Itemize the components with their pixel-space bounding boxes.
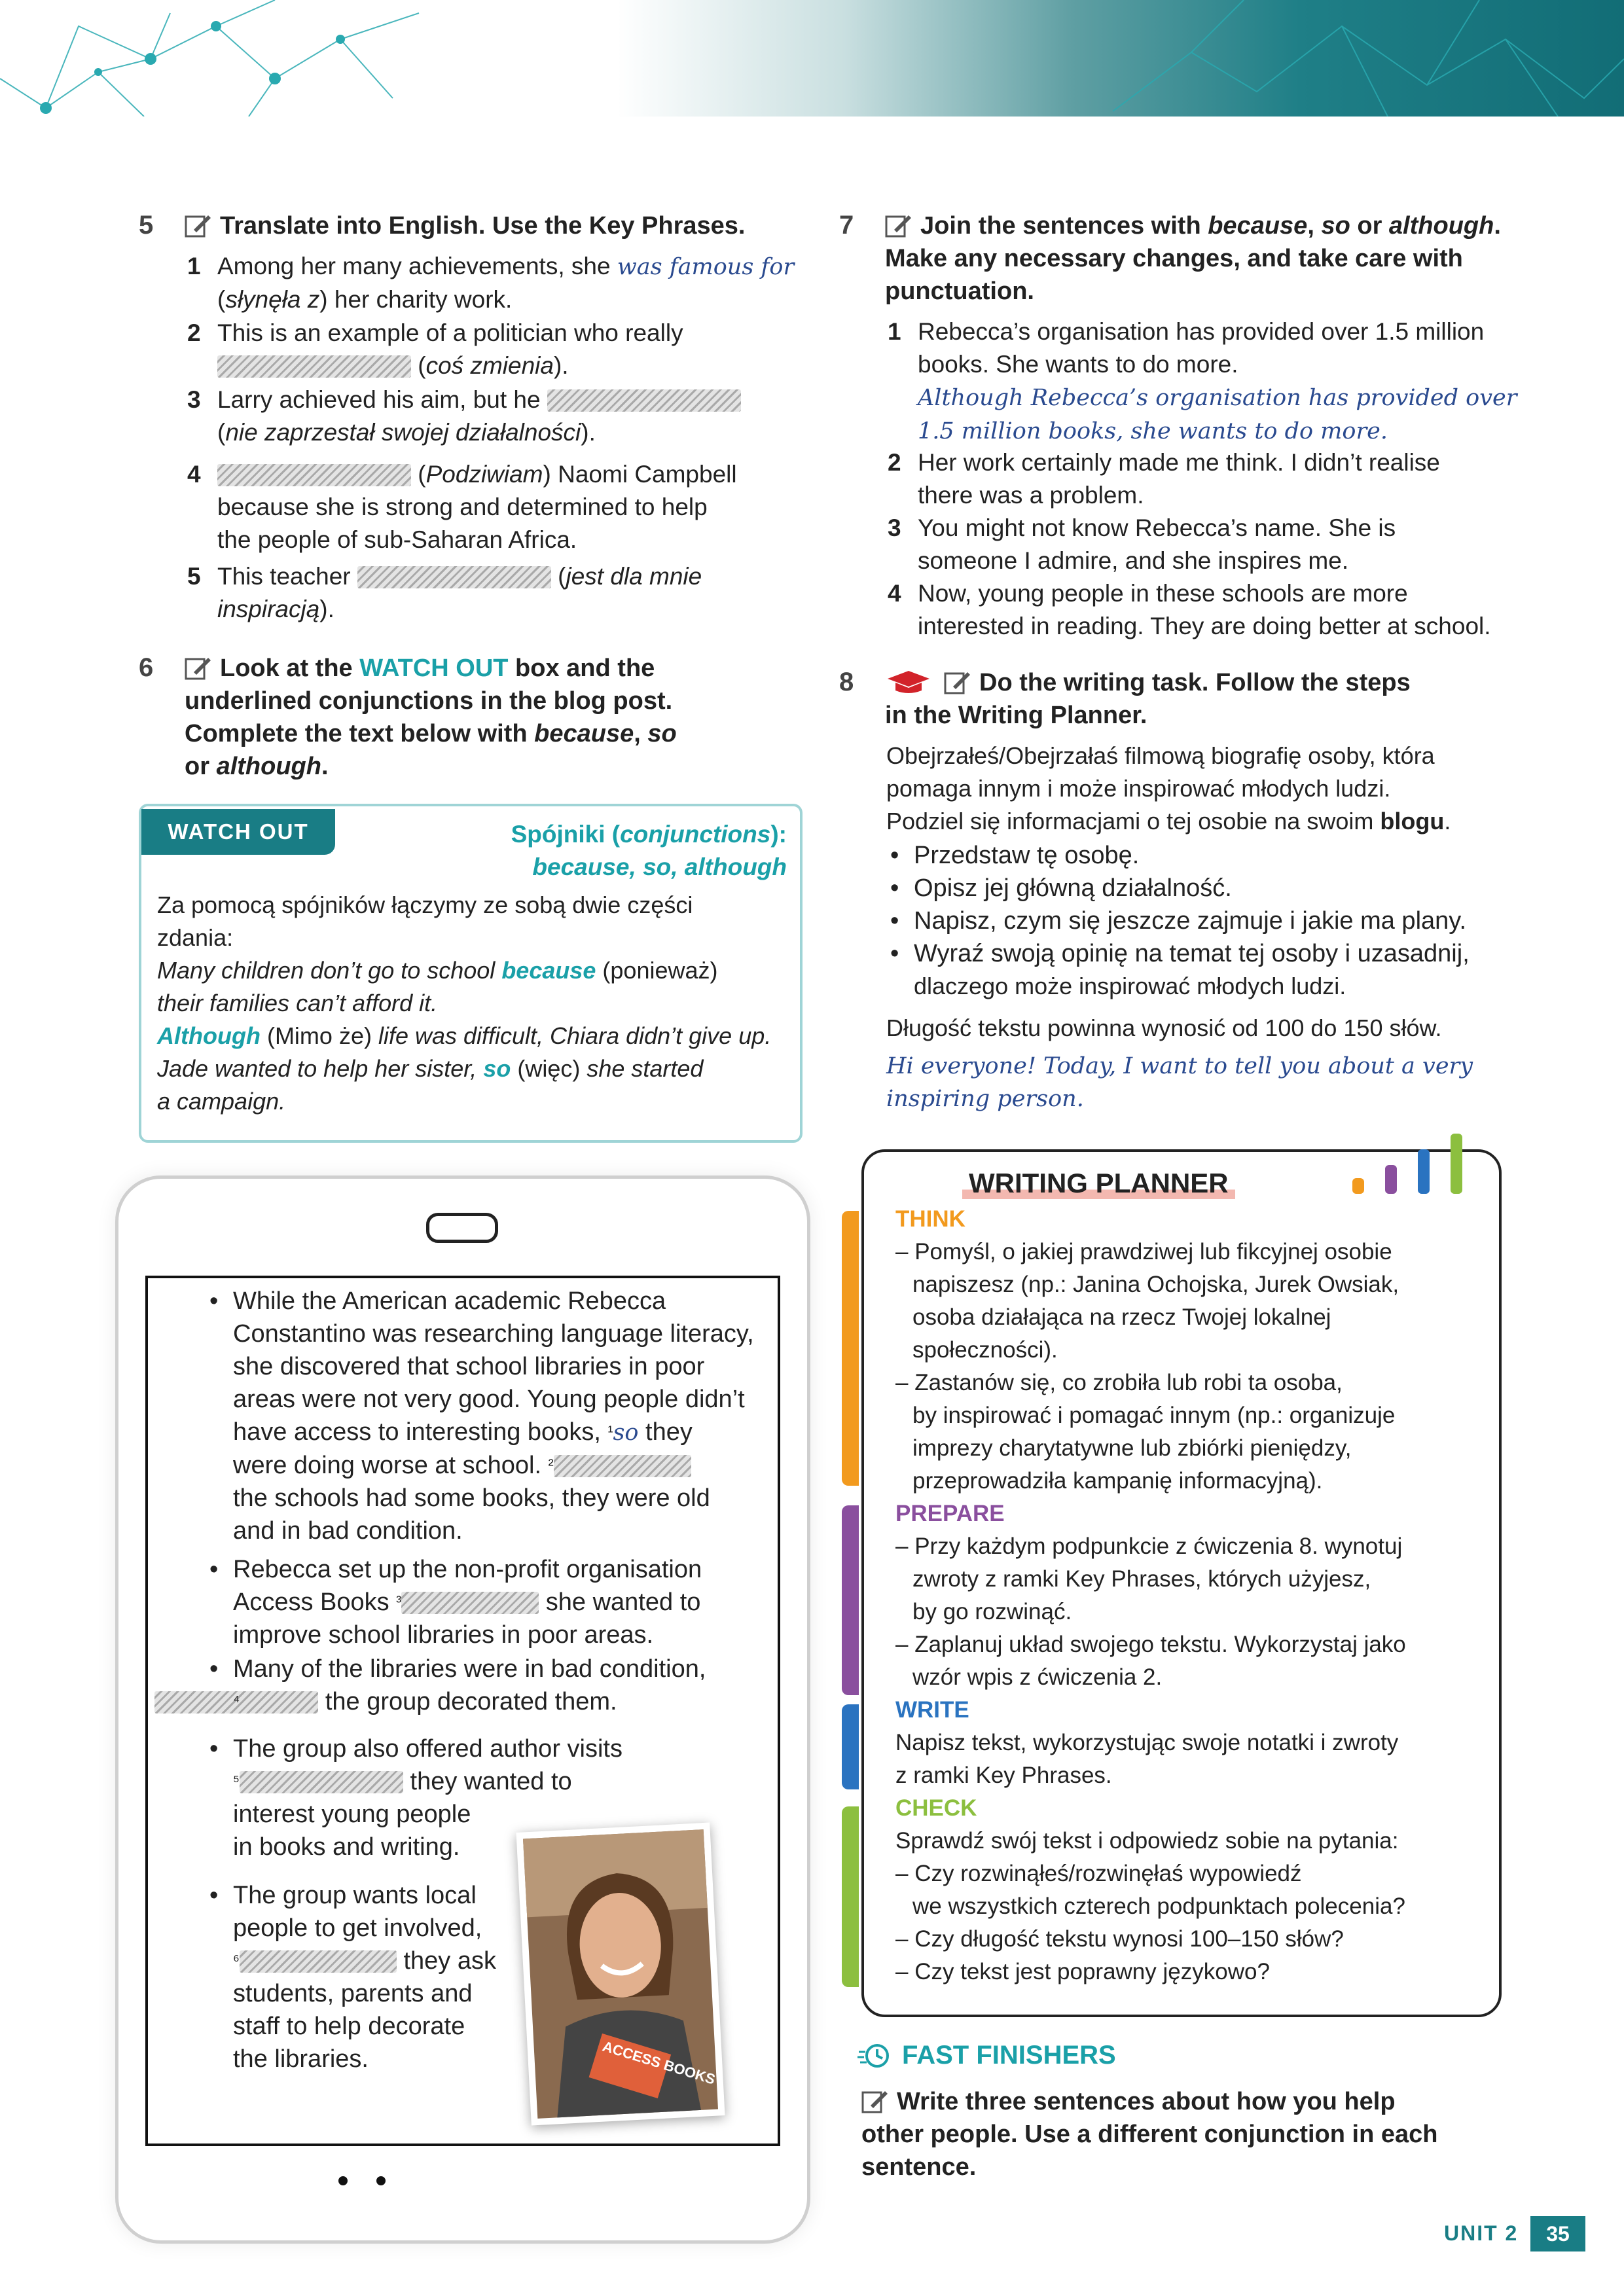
write-color-bar [842,1704,859,1789]
write-heading: WRITE [895,1697,969,1723]
answer-text: so [613,1420,639,1446]
exercise-6-instructions: Look at the WATCH OUT box and the underlined conjunctions in the blog post. Complete the text below with because, so or although. [185,655,677,780]
exercise-7-number: 7 [839,211,854,240]
answer-blank[interactable] [401,1592,539,1614]
network-pattern [0,0,1624,117]
prepare-color-bar [842,1505,859,1695]
answer-blank[interactable] [357,566,551,588]
blog-paragraph-1: • While the American academic Rebecca Constantino was researching language literacy, she discovered that school libraries in poor areas were not very good. Young people didn’t have access to interesting books, $^{^1}$so they were doing worse at school. $^{^2}$ the schools had some books, they were old and in bad condition. [233,1285,754,1547]
planner-title: WRITING PLANNER [962,1168,1235,1199]
exercise-8-instructions: Do the writing task. Follow the steps in the Writing Planner. [885,669,1411,729]
bullet-item: • Napisz, czym się jeszcze zajmuje i jakie ma plany. [914,905,1470,937]
bullet-item: • Przedstaw tę osobę. [914,839,1470,872]
graduation-cap-icon [885,670,935,694]
answer-text: 1.5 million books, she wants to do more. [918,418,1388,444]
blog-paragraph-4: • The group also offered author visits $^{^5}$ they wanted to interest young people in books and writing. [233,1732,623,1863]
ex8-bullets [914,839,1470,1003]
exercise-5-number: 5 [139,211,154,240]
exercise-7-instructions: Join the sentences with because, so or although. Make any necessary changes, and take care with punctuation. [885,212,1501,305]
ex7-item-3: 3 You might not know Rebecca’s name. She is someone I admire, and she inspires me. [888,514,1396,574]
answer-blank[interactable] [547,389,741,412]
exercise-6-number: 6 [139,653,154,682]
unit-label: UNIT 2 [1444,2221,1519,2245]
fast-finishers-heading: FAST FINISHERS [857,2041,1116,2070]
top-banner [0,0,1624,117]
fast-finishers-task: Write three sentences about how you help other people. Use a different conjunction in each sentence. [861,2088,1438,2181]
pencil-edit-icon [185,213,211,238]
shirt-logo-text: ACCESS BOOKS [600,2037,717,2088]
blog-paragraph-3: • Many of the libraries were in bad condition, $^{^4}$ the group decorated them. [233,1653,706,1718]
exercise-8-number: 8 [839,668,854,696]
writing-planner [861,1149,1502,2017]
blog-paragraph-2: • Rebecca set up the non-profit organisation Access Books $^{^3}$ she wanted to improve school libraries in poor areas. [233,1553,702,1651]
ex8-task-text: Obejrzałeś/Obejrzałaś filmową biografię osoby, która pomaga innym i może inspirować młodych ludzi. Podziel się informacjami o tej osobie na swoim blogu. [886,742,1451,834]
tablet-camera-slot [426,1213,498,1243]
exercise-5-title: Translate into English. Use the Key Phrases. [185,209,746,242]
bullet-item: • Opisz jej główną działalność. [914,872,1470,905]
planner-body: THINK – Pomyśl, o jakiej prawdziwej lub fikcyjnej osobie napiszesz (np.: Janina Ochojska, Jurek Owsiak, osoba działająca na rzecz Twojej lokalnej społeczności). – Zastanów się, co zrobiła lub robi ta osoba, by inspirować i pomagać innym (np.: organizuje imprezy charytatywne lub zbiórki pieniędzy, przeprowadziła kampanię informacyjną). PREPARE – Przy każdym podpunkcie z ćwiczenia 8. wynotuj zwroty z ramki Key Phrases, których użyjesz, by go rozwinąć. – Zaplanuj układ swojego tekstu. Wykorzystaj jako wzór wpis z ćwiczenia 2. WRITE Napisz tekst, wykorzystując swoje notatki i zwroty z ramki Key Phrases. CHECK Sprawdź swój tekst i odpowiedz sobie na pytania: – Czy rozwinąłeś/rozwinęłaś wypowiedź we wszystkich czterech podpunktach polecenia? – Czy długość tekstu wynosi 100–150 słów? – Czy tekst jest poprawny językowo? [895,1203,1406,1988]
planner-bar-icon [1352,1178,1364,1194]
ex5-item-4: 4 (Podziwiam) Naomi Campbell because she is strong and determined to help the people of sub-Saharan Africa. [187,461,737,553]
stopwatch-icon [857,2041,893,2066]
photo-rebecca [516,1823,725,2126]
think-heading: THINK [895,1206,965,1232]
blog-paragraph-5: • The group wants local people to get involved, $^{^6}$ they ask students, parents and staff to help decorate the libraries. [233,1879,496,2075]
think-color-bar [842,1211,859,1486]
ex7-item-1: 1 Rebecca’s organisation has provided over 1.5 million books. She wants to do more. Although Rebecca’s organisation has provided over 1.5 million books, she wants to do more. [888,318,1517,444]
prepare-heading: PREPARE [895,1501,1005,1526]
answer-blank[interactable] [217,464,411,486]
answer-blank[interactable] [240,1771,403,1793]
page-number: 35 [1530,2216,1585,2251]
planner-bar-icon [1418,1149,1430,1194]
check-color-bar [842,1806,859,1987]
ex8-model-text: Hi everyone! Today, I want to tell you about a very inspiring person. [886,1053,1473,1112]
planner-bar-icon [1385,1165,1397,1194]
pencil-edit-icon [185,655,211,680]
answer-blank[interactable] [240,1950,397,1973]
ex5-item-5: 5 This teacher (jest dla mnie inspiracją). [187,563,702,622]
check-heading: CHECK [895,1795,977,1821]
watch-out-label: WATCH OUT [141,809,335,855]
ex7-item-4: 4 Now, young people in these schools are more interested in reading. They are doing better at school. [888,580,1491,639]
answer-text: was famous for [617,254,795,280]
answer-blank[interactable] [554,1455,691,1477]
ex7-item-2: 2 Her work certainly made me think. I didn’t realise there was a problem. [888,449,1440,509]
bullet-continuation: dlaczego może inspirować młodych ludzi. [914,973,1346,999]
answer-text: Although Rebecca’s organisation has provided over [918,385,1517,411]
ex5-item-1: 1 Among her many achievements, she was famous for (słynęła z) her charity work. [187,253,795,313]
pencil-edit-icon [885,213,911,238]
watch-out-box [139,804,803,1143]
answer-blank[interactable] [217,355,411,378]
watch-out-heading: Spójniki (conjunctions): because, so, although [511,821,787,880]
ex5-item-2: 2 This is an example of a politician who really (coś zmienia). [187,319,683,379]
page-dot [338,2176,348,2185]
page-dot [376,2176,386,2185]
ex8-length: Długość tekstu powinna wynosić od 100 do 150 słów. [886,1014,1442,1041]
pencil-edit-icon [944,670,970,694]
watch-out-body: Za pomocą spójników łączymy ze sobą dwie części zdania: Many children don’t go to school because (ponieważ) their families can’t afford it. Although (Mimo że) life was difficult, Chiara didn’t give up. Jade wanted to help her sister, so (więc) she started a campaign. [157,891,772,1115]
pencil-edit-icon [861,2089,888,2113]
bullet-item: • Wyraź swoją opinię na temat tej osoby i uzasadnij, [914,937,1470,970]
planner-bar-icon [1451,1134,1462,1194]
ex5-item-3: 3 Larry achieved his aim, but he (nie zaprzestał swojej działalności). [217,384,741,449]
